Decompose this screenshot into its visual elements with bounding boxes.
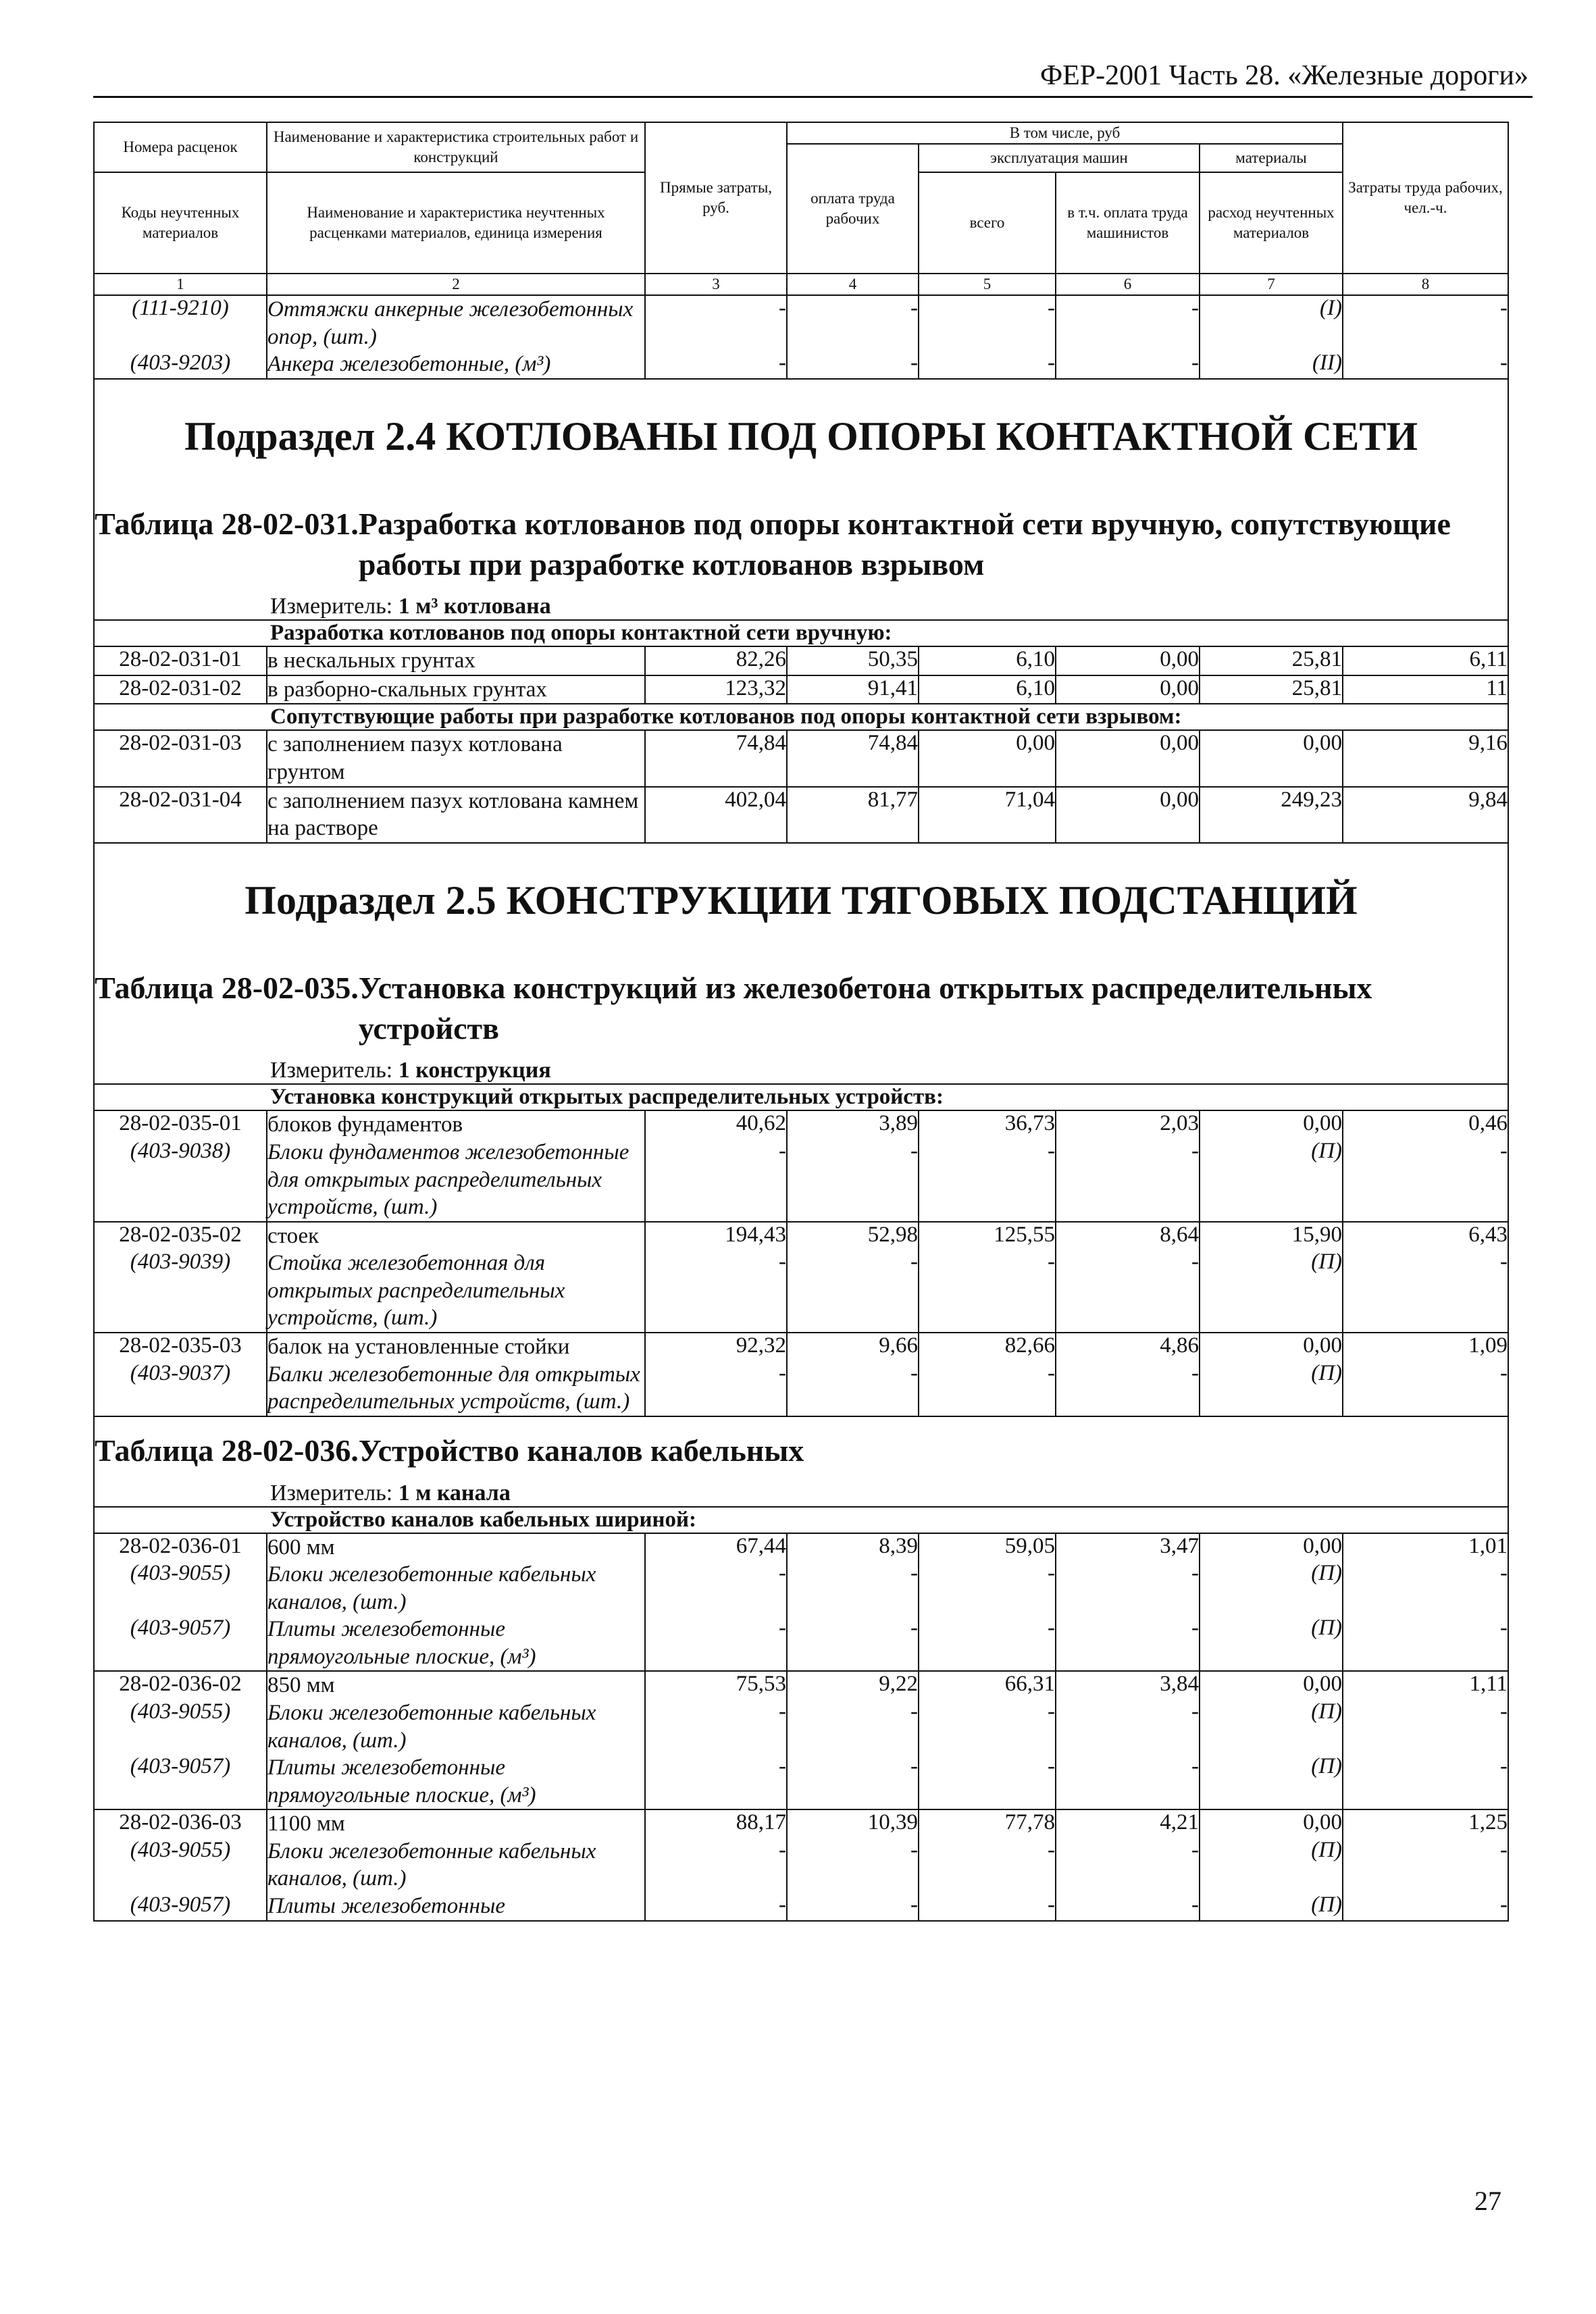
value-cell: - <box>787 1838 919 1893</box>
value-cell: - <box>919 295 1056 351</box>
value-cell: - <box>1343 1893 1508 1921</box>
value-cell: - <box>919 1139 1056 1222</box>
value-cell: 1,01 <box>1343 1533 1508 1562</box>
column-number: 7 <box>1200 274 1343 295</box>
value-cell: 74,84 <box>787 730 919 786</box>
value-cell: (П) <box>1200 1250 1343 1333</box>
value-cell: - <box>919 1250 1056 1333</box>
material-code: (111-9210) <box>94 295 267 351</box>
material-row <box>94 1616 1508 1671</box>
value-cell: - <box>1343 1754 1508 1809</box>
meter <box>95 584 1508 619</box>
value-cell: (П) <box>1200 1699 1343 1754</box>
value-cell: 1,25 <box>1343 1809 1508 1838</box>
value-cell: - <box>919 1361 1056 1416</box>
subsection-heading: Подраздел 2.5 КОНСТРУКЦИИ ТЯГОВЫХ ПОДСТАНЦИЙ <box>244 877 1358 923</box>
value-cell: 9,22 <box>787 1671 919 1699</box>
meter <box>95 1048 1508 1083</box>
value-cell: 4,86 <box>1056 1333 1200 1361</box>
value-cell: - <box>1056 1893 1200 1921</box>
value-cell: 125,55 <box>919 1222 1056 1250</box>
value-cell: - <box>787 295 919 351</box>
value-cell: - <box>645 1561 787 1616</box>
rate-name: в нескальных грунтах <box>267 646 645 675</box>
subsection-title <box>94 843 1508 954</box>
material-row <box>94 295 1508 351</box>
table-title-block <box>94 1416 1508 1507</box>
value-cell: - <box>645 1893 787 1921</box>
value-cell: 6,11 <box>1343 646 1508 675</box>
subsection-title <box>94 379 1508 490</box>
rate-row <box>94 1222 1508 1250</box>
value-cell: - <box>1343 1699 1508 1754</box>
value-cell: 82,66 <box>919 1333 1056 1361</box>
value-cell: 0,00 <box>1056 730 1200 786</box>
value-cell: (П) <box>1200 1893 1343 1921</box>
table-number: Таблица 28-02-035. <box>95 970 359 1005</box>
value-cell: (П) <box>1200 1361 1343 1416</box>
material-row <box>94 1699 1508 1754</box>
value-cell: - <box>645 1361 787 1416</box>
material-code: (403-9039) <box>94 1250 267 1333</box>
rate-row <box>94 787 1508 843</box>
rate-name: балок на установленные стойки <box>267 1333 645 1361</box>
table-title-block <box>94 490 1508 621</box>
value-cell: 2,03 <box>1056 1110 1200 1139</box>
value-cell: - <box>919 1616 1056 1671</box>
material-row <box>94 1139 1508 1222</box>
material-code: (403-9038) <box>94 1139 267 1222</box>
table-number: Таблица 28-02-036. <box>95 1433 359 1468</box>
value-cell: - <box>645 1250 787 1333</box>
group-heading: Разработка котлованов под опоры контактной сети вручную: <box>94 620 1508 646</box>
header-including: В том числе, руб <box>787 122 1343 144</box>
value-cell: 71,04 <box>919 787 1056 843</box>
table-number: Таблица 28-02-031. <box>95 506 359 541</box>
meter-label: Измеритель: <box>270 1058 393 1083</box>
value-cell: - <box>1343 295 1508 351</box>
value-cell: - <box>645 1616 787 1671</box>
value-cell: 6,10 <box>919 646 1056 675</box>
value-cell: 0,00 <box>1200 1110 1343 1139</box>
value-cell: - <box>1343 351 1508 379</box>
rate-row <box>94 675 1508 704</box>
value-cell: 8,39 <box>787 1533 919 1562</box>
material-code: (403-9057) <box>94 1754 267 1809</box>
value-cell: 15,90 <box>1200 1222 1343 1250</box>
value-cell: 0,00 <box>1200 730 1343 786</box>
value-cell: 194,43 <box>645 1222 787 1250</box>
material-name: Блоки фундаментов железобетонные для открытых распределительных устройств, (шт.) <box>267 1139 645 1222</box>
value-cell: 0,00 <box>1200 1333 1343 1361</box>
value-cell: - <box>1343 1616 1508 1671</box>
value-cell: 0,00 <box>1200 1533 1343 1562</box>
rate-row <box>94 1533 1508 1562</box>
table-title: Устройство каналов кабельных <box>358 1433 804 1468</box>
rate-code: 28-02-031-02 <box>94 675 267 704</box>
value-cell: 10,39 <box>787 1809 919 1838</box>
value-cell: (П) <box>1200 1139 1343 1222</box>
value-cell: - <box>1343 1139 1508 1222</box>
meter-value: 1 конструкция <box>398 1058 551 1083</box>
value-cell: (П) <box>1200 1616 1343 1671</box>
rate-name: блоков фундаментов <box>267 1110 645 1139</box>
rate-name: с заполнением пазух котлована грунтом <box>267 730 645 786</box>
meter-label: Измеритель: <box>270 594 393 619</box>
value-cell: - <box>919 1754 1056 1809</box>
material-code: (403-9057) <box>94 1893 267 1921</box>
group-heading-row <box>94 1084 1508 1110</box>
material-row <box>94 1893 1508 1921</box>
value-cell: - <box>919 1838 1056 1893</box>
header-rule <box>93 96 1533 98</box>
meter-value: 1 м канала <box>398 1480 511 1506</box>
material-name: Балки железобетонные для открытых распределительных устройств, (шт.) <box>267 1361 645 1416</box>
material-name: Блоки железобетонные кабельных каналов, (шт.) <box>267 1561 645 1616</box>
rate-code: 28-02-035-01 <box>94 1110 267 1139</box>
value-cell: - <box>645 351 787 379</box>
value-cell: 9,66 <box>787 1333 919 1361</box>
value-cell: 0,00 <box>919 730 1056 786</box>
rate-name: 600 мм <box>267 1533 645 1562</box>
value-cell: - <box>645 1754 787 1809</box>
rate-row <box>94 1110 1508 1139</box>
group-heading-row <box>94 620 1508 646</box>
value-cell: 66,31 <box>919 1671 1056 1699</box>
group-heading-row <box>94 704 1508 730</box>
column-number: 1 <box>94 274 267 295</box>
value-cell: 25,81 <box>1200 646 1343 675</box>
material-code: (403-9037) <box>94 1361 267 1416</box>
material-name: Плиты железобетонные прямоугольные плоские, (м³) <box>267 1754 645 1809</box>
rate-name: стоек <box>267 1222 645 1250</box>
rate-code: 28-02-031-03 <box>94 730 267 786</box>
material-name: Плиты железобетонные прямоугольные плоские, (м³) <box>267 1616 645 1671</box>
group-heading: Сопутствующие работы при разработке котлованов под опоры контактной сети взрывом: <box>94 704 1508 730</box>
value-cell: 9,16 <box>1343 730 1508 786</box>
value-cell: - <box>919 1893 1056 1921</box>
value-cell: 91,41 <box>787 675 919 704</box>
value-cell: 0,00 <box>1200 1671 1343 1699</box>
value-cell: 3,47 <box>1056 1533 1200 1562</box>
material-code: (403-9055) <box>94 1699 267 1754</box>
meter-label: Измеритель: <box>270 1480 393 1506</box>
value-cell: 88,17 <box>645 1809 787 1838</box>
value-cell: 25,81 <box>1200 675 1343 704</box>
material-name: Оттяжки анкерные железобетонных опор, (шт.) <box>267 295 645 351</box>
rate-code: 28-02-036-01 <box>94 1533 267 1562</box>
value-cell: - <box>1056 1250 1200 1333</box>
value-cell: 123,32 <box>645 675 787 704</box>
header-operators-pay: в т.ч. оплата труда машинистов <box>1056 172 1200 274</box>
header-direct-costs: Прямые затраты, руб. <box>645 122 787 274</box>
header-rate-numbers: Номера расценок <box>94 122 267 172</box>
value-cell: - <box>919 1561 1056 1616</box>
table-title: Установка конструкций из железобетона открытых распределительных устройств <box>358 970 1372 1046</box>
value-cell: - <box>1056 1616 1200 1671</box>
value-cell: 40,62 <box>645 1110 787 1139</box>
value-cell: 75,53 <box>645 1671 787 1699</box>
value-cell: 6,10 <box>919 675 1056 704</box>
value-cell: - <box>1056 1361 1200 1416</box>
value-cell: - <box>787 351 919 379</box>
value-cell: 11 <box>1343 675 1508 704</box>
subsection-heading: Подраздел 2.4 КОТЛОВАНЫ ПОД ОПОРЫ КОНТАКТНОЙ СЕТИ <box>184 413 1418 459</box>
value-cell: - <box>919 1699 1056 1754</box>
value-cell: 92,32 <box>645 1333 787 1361</box>
value-cell: - <box>787 1893 919 1921</box>
rates-table <box>93 122 1509 1922</box>
group-heading-row <box>94 1507 1508 1533</box>
value-cell: - <box>787 1139 919 1222</box>
value-cell: (П) <box>1200 1754 1343 1809</box>
value-cell: - <box>1056 1561 1200 1616</box>
subsection-title-row <box>94 379 1508 490</box>
table-title-block-row <box>94 490 1508 621</box>
meter-value: 1 м³ котлована <box>398 594 551 619</box>
value-cell: - <box>919 351 1056 379</box>
value-cell: - <box>1056 1699 1200 1754</box>
rate-row <box>94 646 1508 675</box>
value-cell: - <box>787 1361 919 1416</box>
table-title-block-row <box>94 1416 1508 1507</box>
value-cell: 67,44 <box>645 1533 787 1562</box>
value-cell: 74,84 <box>645 730 787 786</box>
material-name: Плиты железобетонные <box>267 1893 645 1921</box>
value-cell: 82,26 <box>645 646 787 675</box>
group-heading: Устройство каналов кабельных шириной: <box>94 1507 1508 1533</box>
value-cell: 0,00 <box>1056 646 1200 675</box>
material-code: (403-9055) <box>94 1838 267 1893</box>
rate-code: 28-02-035-02 <box>94 1222 267 1250</box>
header-work-name: Наименование и характеристика строительных работ и конструкций <box>267 122 645 172</box>
rate-code: 28-02-031-01 <box>94 646 267 675</box>
material-row <box>94 1754 1508 1809</box>
running-header: ФЕР-2001 Часть 28. «Железные дороги» <box>1039 60 1528 91</box>
value-cell: - <box>787 1561 919 1616</box>
value-cell: 249,23 <box>1200 787 1343 843</box>
value-cell: - <box>787 1616 919 1671</box>
value-cell: 36,73 <box>919 1110 1056 1139</box>
rate-name: 1100 мм <box>267 1809 645 1838</box>
table-title-block <box>94 954 1508 1085</box>
value-cell: 0,00 <box>1056 787 1200 843</box>
material-name: Блоки железобетонные кабельных каналов, (шт.) <box>267 1838 645 1893</box>
material-code: (403-9203) <box>94 351 267 379</box>
value-cell: 1,09 <box>1343 1333 1508 1361</box>
column-number: 4 <box>787 274 919 295</box>
value-cell: 1,11 <box>1343 1671 1508 1699</box>
value-cell: 0,00 <box>1056 675 1200 704</box>
value-cell: - <box>1056 1838 1200 1893</box>
material-row <box>94 351 1508 379</box>
value-cell: (П) <box>1200 1561 1343 1616</box>
rate-code: 28-02-036-03 <box>94 1809 267 1838</box>
value-cell: - <box>1056 1139 1200 1222</box>
rate-row <box>94 1333 1508 1361</box>
value-cell: 8,64 <box>1056 1222 1200 1250</box>
value-cell: 6,43 <box>1343 1222 1508 1250</box>
value-cell: - <box>645 1838 787 1893</box>
value-cell: - <box>1056 351 1200 379</box>
value-cell: 0,00 <box>1200 1809 1343 1838</box>
rate-code: 28-02-036-02 <box>94 1671 267 1699</box>
header-machines-total: всего <box>919 172 1056 274</box>
value-cell: - <box>645 1699 787 1754</box>
header-workers-pay: оплата труда рабочих <box>787 144 919 274</box>
material-row <box>94 1361 1508 1416</box>
subsection-title-row <box>94 843 1508 954</box>
header-labor-costs: Затраты труда рабочих, чел.-ч. <box>1343 122 1508 274</box>
rate-code: 28-02-035-03 <box>94 1333 267 1361</box>
value-cell: (П) <box>1200 1838 1343 1893</box>
header-machine-operation: эксплуатация машин <box>919 144 1200 172</box>
material-row <box>94 1250 1508 1333</box>
material-row <box>94 1561 1508 1616</box>
value-cell: - <box>787 1699 919 1754</box>
value-cell: 50,35 <box>787 646 919 675</box>
material-code: (403-9055) <box>94 1561 267 1616</box>
meter <box>95 1471 1508 1506</box>
value-cell: 9,84 <box>1343 787 1508 843</box>
value-cell: 3,84 <box>1056 1671 1200 1699</box>
column-number: 2 <box>267 274 645 295</box>
rate-row <box>94 730 1508 786</box>
page-number: 27 <box>1474 2186 1501 2216</box>
value-cell: - <box>1056 295 1200 351</box>
column-number: 6 <box>1056 274 1200 295</box>
value-cell: - <box>645 1139 787 1222</box>
header-material-codes: Коды неучтенных материалов <box>94 172 267 274</box>
material-name: Стойка железобетонная для открытых распределительных устройств, (шт.) <box>267 1250 645 1333</box>
value-cell: - <box>1343 1838 1508 1893</box>
value-cell: 0,46 <box>1343 1110 1508 1139</box>
value-cell: 52,98 <box>787 1222 919 1250</box>
header-material-names: Наименование и характеристика неучтенных расценками материалов, единица измерения <box>267 172 645 274</box>
value-cell: - <box>1343 1361 1508 1416</box>
column-number: 3 <box>645 274 787 295</box>
header-materials: материалы <box>1200 144 1343 172</box>
column-number: 5 <box>919 274 1056 295</box>
value-cell: (I) <box>1200 295 1343 351</box>
value-cell: 402,04 <box>645 787 787 843</box>
value-cell: - <box>1343 1561 1508 1616</box>
value-cell: - <box>645 295 787 351</box>
value-cell: 77,78 <box>919 1809 1056 1838</box>
rate-row <box>94 1671 1508 1699</box>
value-cell: - <box>1056 1754 1200 1809</box>
table-title-block-row <box>94 954 1508 1085</box>
rate-name: с заполнением пазух котлована камнем на растворе <box>267 787 645 843</box>
value-cell: 3,89 <box>787 1110 919 1139</box>
value-cell: (II) <box>1200 351 1343 379</box>
value-cell: - <box>787 1250 919 1333</box>
material-code: (403-9057) <box>94 1616 267 1671</box>
material-name: Блоки железобетонные кабельных каналов, (шт.) <box>267 1699 645 1754</box>
value-cell: - <box>1343 1250 1508 1333</box>
material-name: Анкера железобетонные, (м³) <box>267 351 645 379</box>
rate-name: в разборно-скальных грунтах <box>267 675 645 704</box>
value-cell: 59,05 <box>919 1533 1056 1562</box>
value-cell: - <box>787 1754 919 1809</box>
material-row <box>94 1838 1508 1893</box>
table-title: Разработка котлованов под опоры контактной сети вручную, сопутствующие работы при разработке котлованов взрывом <box>358 506 1451 582</box>
rate-name: 850 мм <box>267 1671 645 1699</box>
group-heading: Установка конструкций открытых распределительных устройств: <box>94 1084 1508 1110</box>
rate-code: 28-02-031-04 <box>94 787 267 843</box>
header-unaccounted-materials: расход неучтенных материалов <box>1200 172 1343 274</box>
column-numbers-row <box>94 274 1508 295</box>
value-cell: 81,77 <box>787 787 919 843</box>
rate-row <box>94 1809 1508 1838</box>
value-cell: 4,21 <box>1056 1809 1200 1838</box>
column-number: 8 <box>1343 274 1508 295</box>
